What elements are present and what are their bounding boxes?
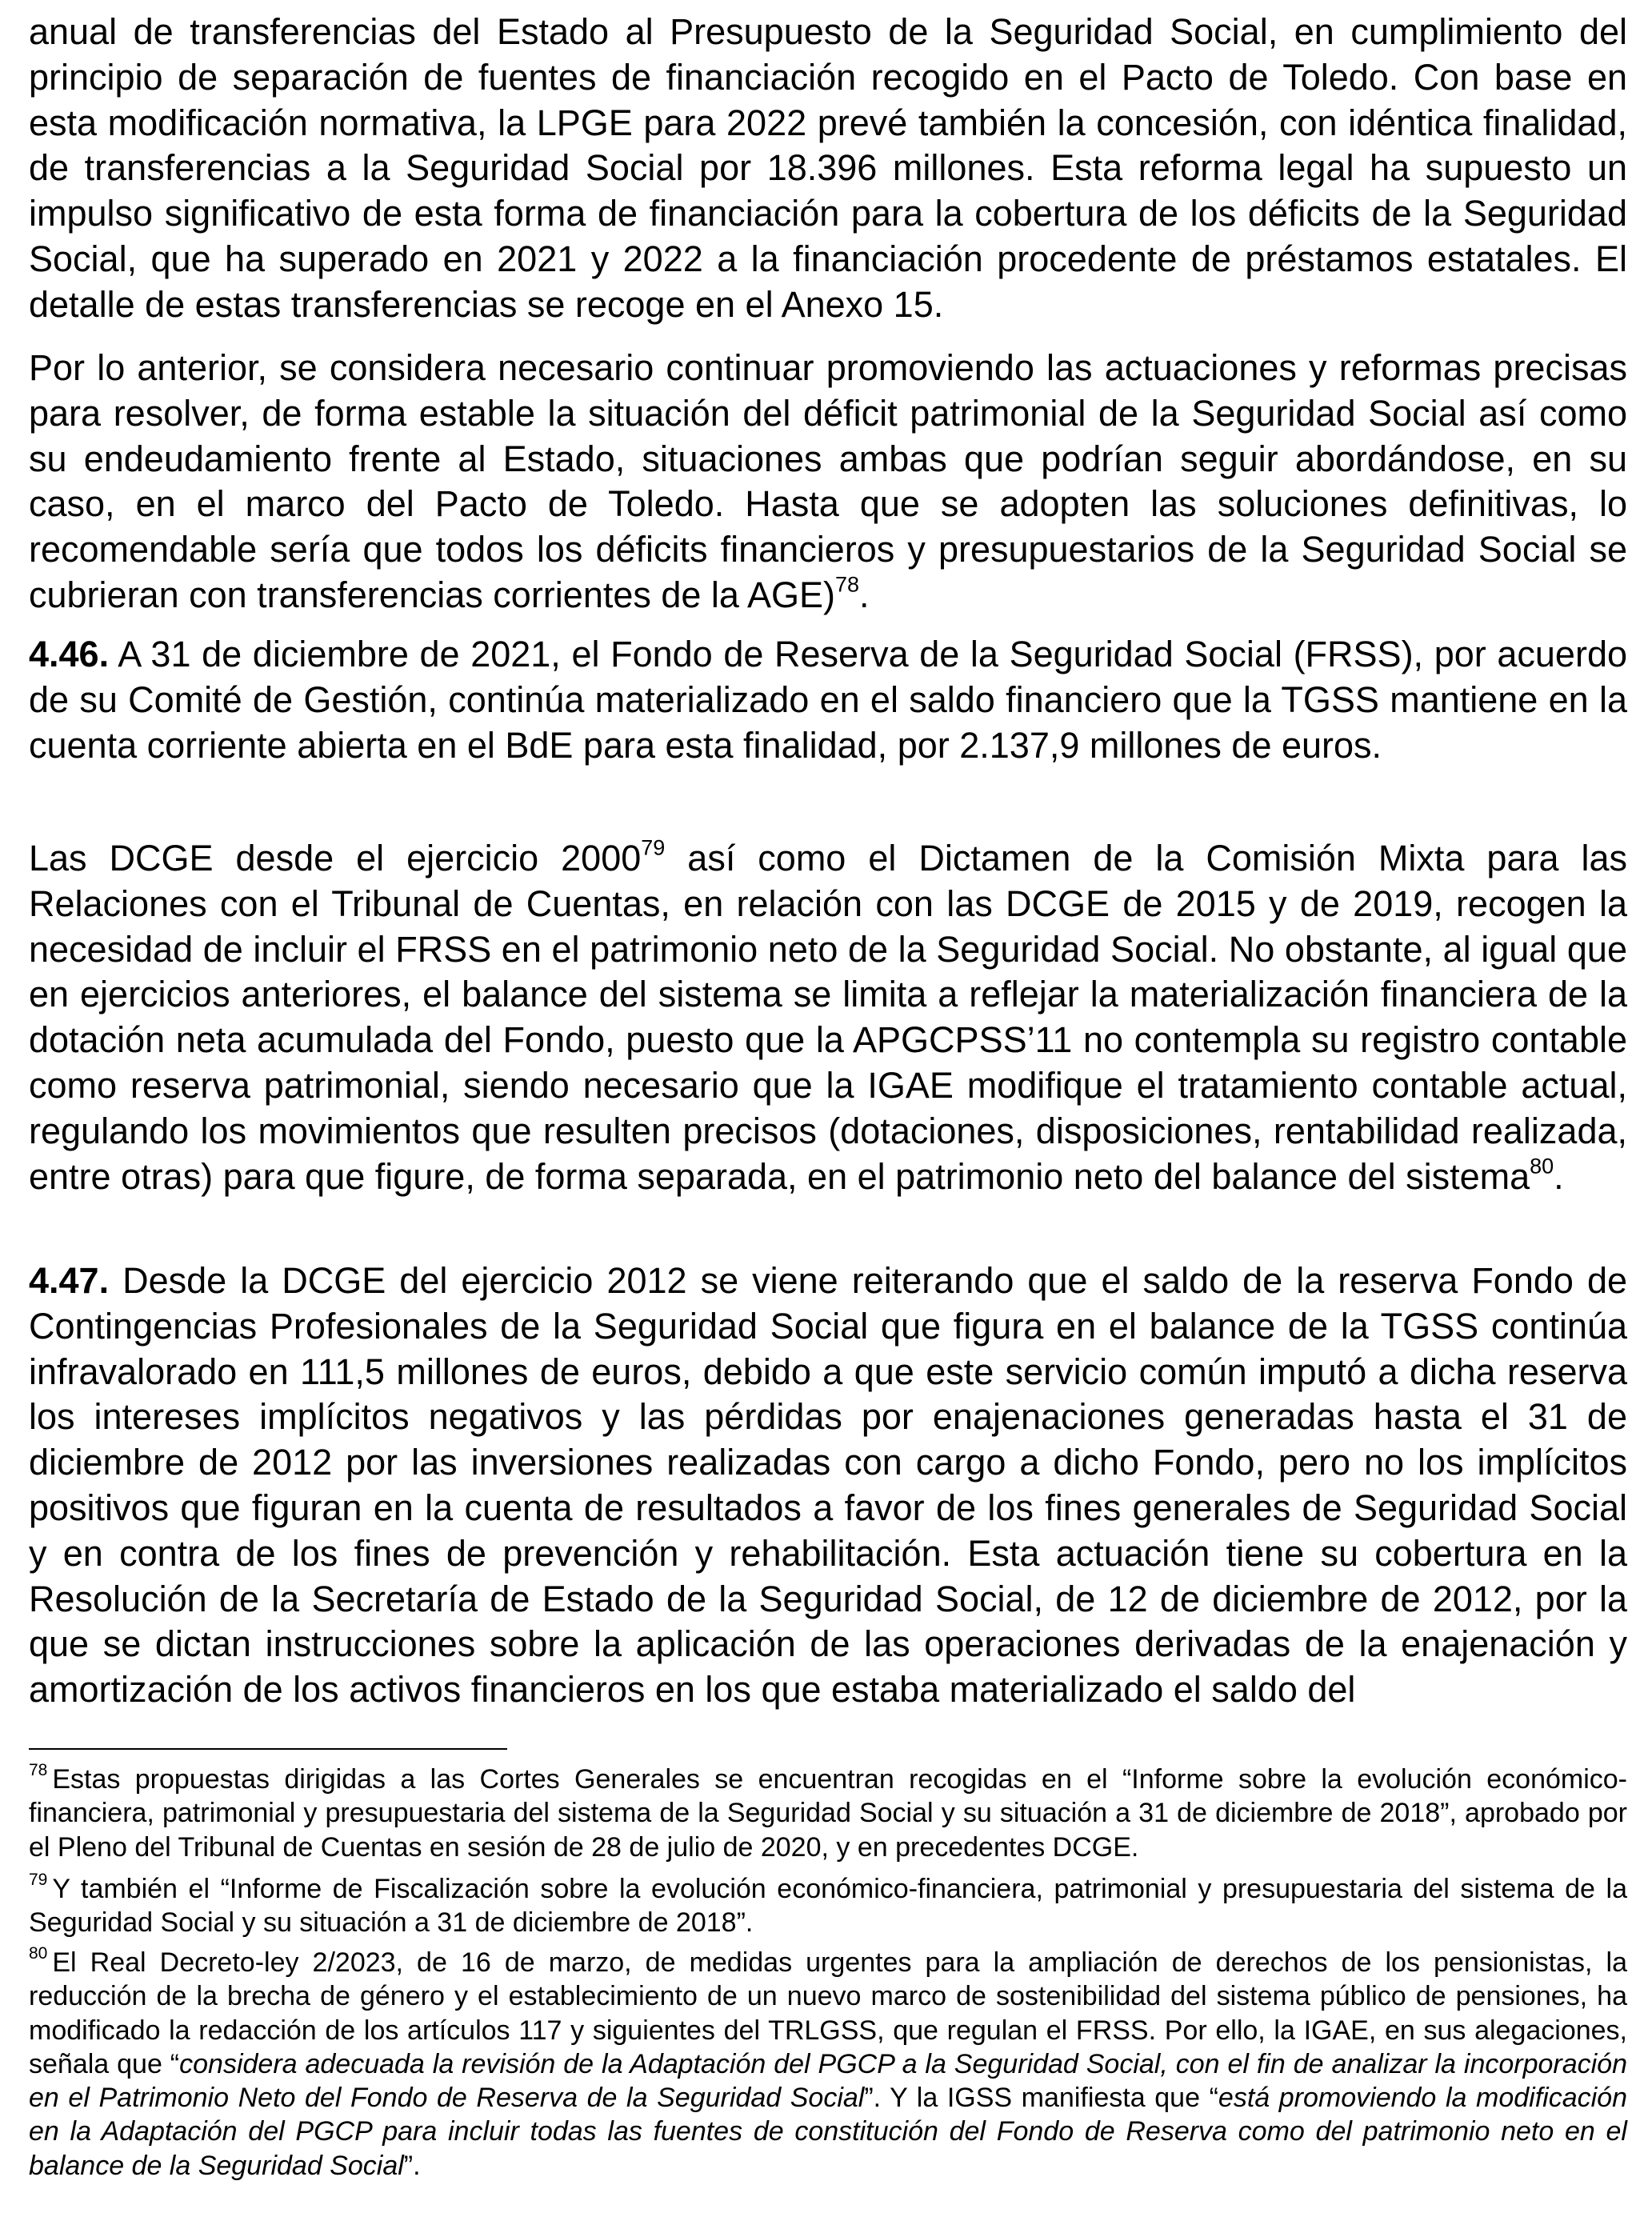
paragraph-4-46 bbox=[29, 632, 1627, 768]
paragraph-end: . bbox=[859, 574, 870, 615]
paragraph-dcge-frss bbox=[29, 836, 1627, 1199]
footnote-quote-igss: está promoviendo la modificación en la Adaptación del PGCP para incluir todas las fuentes de constitución del Fondo de Reserva como del patrimonio neto en el balance de la Seguridad Social bbox=[29, 2083, 1627, 2181]
footnote-80 bbox=[29, 1946, 1627, 2183]
footnote-marker: 78 bbox=[29, 1761, 48, 1780]
footnote-text-b: ”. Y la IGSS manifiesta que “ bbox=[864, 2083, 1218, 2114]
paragraph-text: Por lo anterior, se considera necesario continuar promoviendo las actuaciones y reformas precisas para resolver, de forma estable la situación del déficit patrimonial de la Seguridad Social así como su endeudamiento frente al Estado, situaciones ambas que podrían seguir abordándose, en su caso, en el marco del Pacto de Toledo. Hasta que se adopten las soluciones definitivas, lo recomendable sería que todos los déficits financieros y presupuestarios de la Seguridad Social se cubrieran con transferencias corrientes de la AGE) bbox=[29, 347, 1627, 615]
paragraph-number: 4.47. bbox=[29, 1260, 110, 1301]
footnote-quote-igae: considera adecuada la revisión de la Adaptación del PGCP a la Seguridad Social, con el fin de analizar la incorporación en el Patrimonio Neto del Fondo de Reserva de la Seguridad Social bbox=[29, 2048, 1628, 2114]
paragraph-text: A 31 de diciembre de 2021, el Fondo de Reserva de la Seguridad Social (FRSS), por acuerdo de su Comité de Gestión, continúa materializado en el saldo financiero que la TGSS mantiene en la cuenta corriente abierta en el BdE para esta finalidad, por 2.137,9 millones de euros. bbox=[29, 634, 1627, 766]
paragraph-recommendation bbox=[29, 346, 1627, 618]
paragraph-end: . bbox=[1554, 1155, 1564, 1197]
footnote-text-a: El Real Decreto-ley 2/2023, de 16 de marzo, de medidas urgentes para la ampliación de derechos de los pensionistas, la reducción de la brecha de género y el establecimiento de un nuevo marco de sostenibilidad del sistema público de pensiones, ha modificado la redacción de los artículos 117 y siguientes del TRLGSS, que regulan el FRSS. Por ello, la IGAE, en sus alegaciones, señala que “ bbox=[29, 1947, 1627, 2079]
paragraph-4-47 bbox=[29, 1259, 1627, 1713]
paragraph-number: 4.46. bbox=[29, 634, 110, 674]
footnote-text: Y también el “Informe de Fiscalización sobre la evolución económico-financiera, patrimonial y presupuestaria del sistema de la Seguridad Social y su situación a 31 de diciembre de 2018”. bbox=[29, 1874, 1627, 1939]
footnote-78 bbox=[29, 1763, 1627, 1864]
footnote-marker: 79 bbox=[29, 1871, 48, 1890]
footnote-text-c: ”. bbox=[403, 2150, 421, 2181]
paragraph-text: Desde la DCGE del ejercicio 2012 se viene reiterando que el saldo de la reserva Fondo de Contingencias Profesionales de la Seguridad Social que figura en el balance de la TGSS continúa infravalorado en 111,5 millones de euros, debido a que este servicio común imputó a dicha reserva los intereses implícitos negativos y las pérdidas por enajenaciones generadas hasta el 31 de diciembre de 2012 por las inversiones realizadas con cargo a dicho Fondo, pero no los implícitos positivos que figuran en la cuenta de resultados a favor de los fines generales de Seguridad Social y en contra de los fines de prevención y rehabilitación. Esta actuación tiene su cobertura en la Resolución de la Secretaría de Estado de la Seguridad Social, de 12 de diciembre de 2012, por la que se dictan instrucciones sobre la aplicación de las operaciones derivadas de la enajenación y amortización de los activos financieros en los que estaba materializado el saldo del bbox=[29, 1260, 1627, 1711]
paragraph-text-b: así como el Dictamen de la Comisión Mixta para las Relaciones con el Tribunal de Cuentas, en relación con las DCGE de 2015 y de 2019, recogen la necesidad de incluir el FRSS en el patrimonio neto de la Seguridad Social. No obstante, al igual que en ejercicios anteriores, el balance del sistema se limita a reflejar la materialización financiera de la dotación neta acumulada del Fondo, puesto que la APGCPSS’11 no contempla su registro contable como reserva patrimonial, siendo necesario que la IGAE modifique el tratamiento contable actual, regulando los movimientos que resulten precisos (dotaciones, disposiciones, rentabilidad realizada, entre otras) para que figure, de forma separada, en el patrimonio neto del balance del sistema bbox=[29, 838, 1627, 1197]
footnote-79 bbox=[29, 1872, 1627, 1940]
footnote-ref-78[interactable]: 78 bbox=[835, 572, 860, 597]
paragraph-text: anual de transferencias del Estado al Presupuesto de la Seguridad Social, en cumplimiento del principio de separación de fuentes de financiación recogido en el Pacto de Toledo. Con base en esta modificación normativa, la LPGE para 2022 prevé también la concesión, con idéntica finalidad, de transferencias a la Seguridad Social por 18.396 millones. Esta reforma legal ha supuesto un impulso significativo de esta forma de financiación para la cobertura de los déficits de la Seguridad Social, que ha superado en 2021 y 2022 a la financiación procedente de préstamos estatales. El detalle de estas transferencias se recoge en el Anexo 15. bbox=[29, 11, 1627, 325]
footnote-ref-79[interactable]: 79 bbox=[641, 835, 666, 860]
paragraph-text-a: Las DCGE desde el ejercicio 2000 bbox=[29, 838, 642, 878]
paragraph-transfers bbox=[29, 10, 1627, 328]
footnote-ref-80[interactable]: 80 bbox=[1530, 1154, 1554, 1179]
footnote-marker: 80 bbox=[29, 1944, 48, 1963]
footnote-text: Estas propuestas dirigidas a las Cortes Generales se encuentran recogidas en el “Informe sobre la evolución económico-financiera, patrimonial y presupuestaria del sistema de la Seguridad Social y su situación a 31 de diciembre de 2018”, aprobado por el Pleno del Tribunal de Cuentas en sesión de 28 de julio de 2020, y en precedentes DCGE. bbox=[29, 1764, 1627, 1863]
footnote-separator bbox=[29, 1748, 507, 1750]
